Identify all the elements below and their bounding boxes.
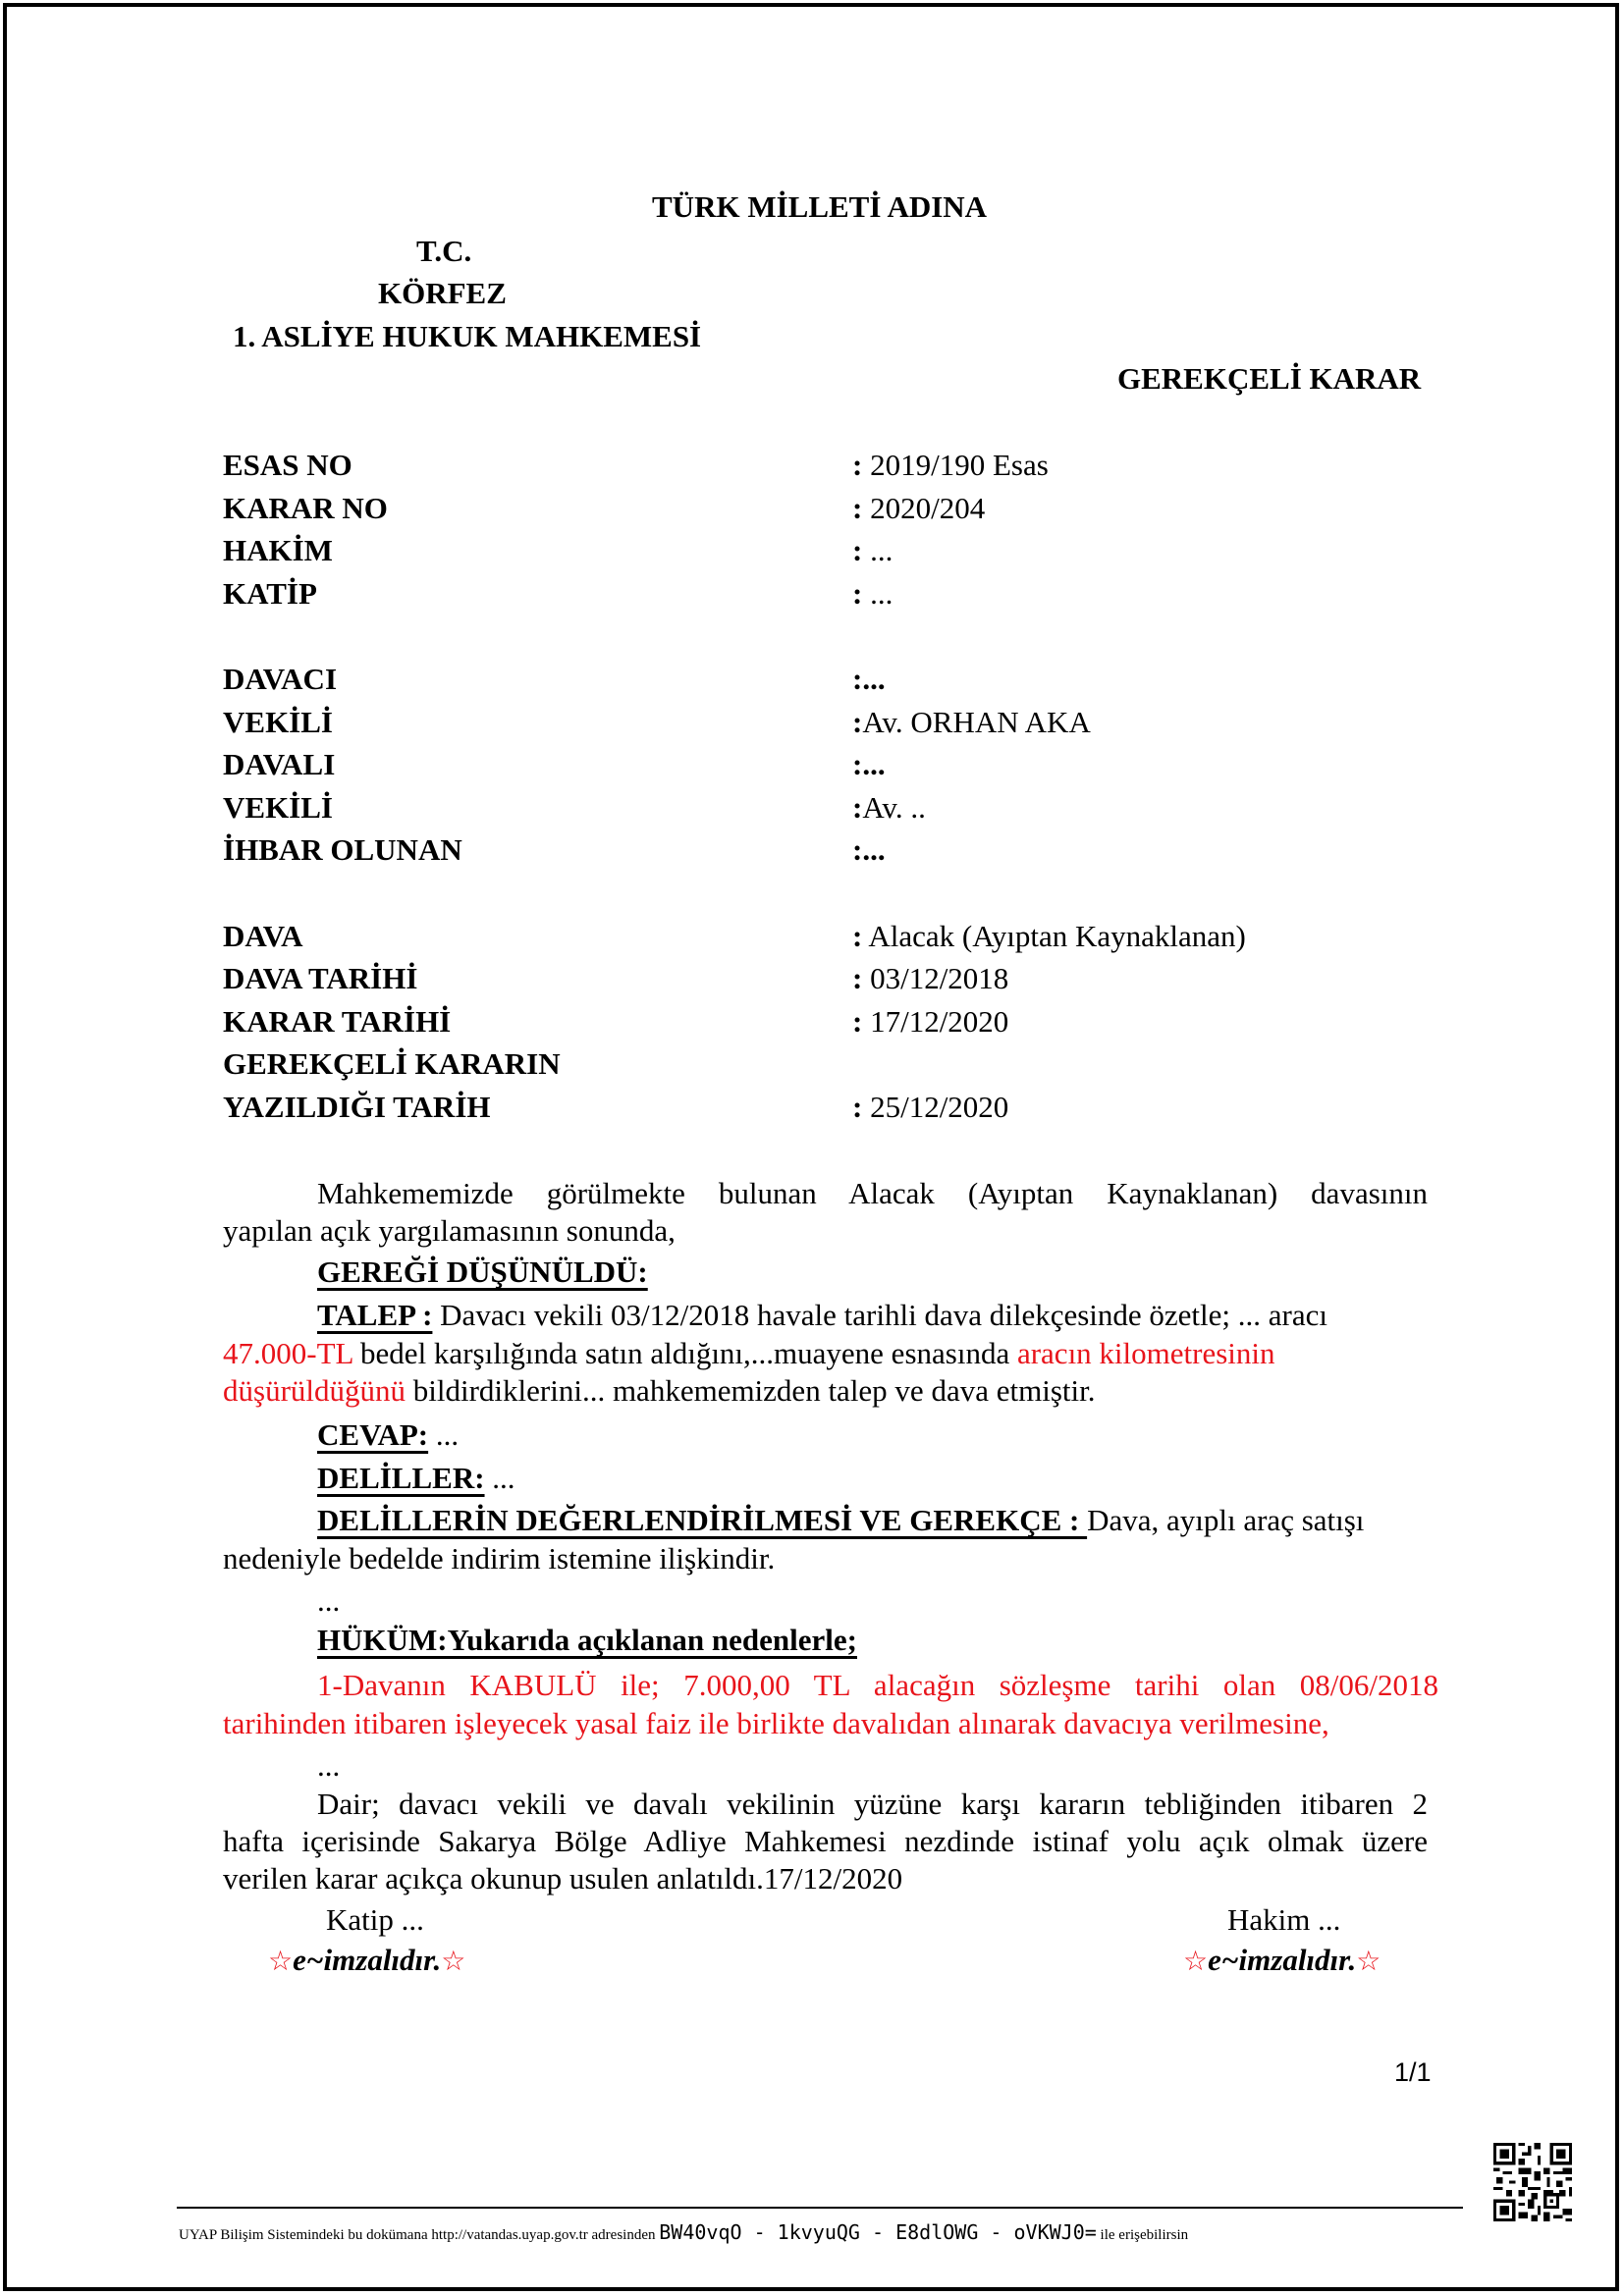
vekil-2-value: :Av. .. (852, 790, 926, 825)
karar-no-label: KARAR NO (223, 491, 388, 525)
tc-heading: T.C. (416, 234, 472, 268)
nation-heading: TÜRK MİLLETİ ADINA (652, 189, 988, 224)
e-signature-mark-icon: ☆ (441, 1945, 466, 1977)
hakim-signature-label: Hakim ... (1227, 1902, 1341, 1937)
esas-no-value: : 2019/190 Esas (852, 448, 1049, 482)
hukum-line-1: 1-Davanın KABULÜ ile; 7.000,00 TL alacağın sözleşme tarihi olan 08/06/2018 (317, 1668, 1438, 1702)
qr-code-icon (1493, 2143, 1572, 2221)
footer-divider (177, 2207, 1463, 2209)
footer-uyap-notice: UYAP Bilişim Sistemindeki bu dokümana http://vatandas.uyap.gov.tr adresinden BW40vqO - 1kvyuQG - E8dlOWG - oVKWJ0= ile erişebilirsin (179, 2220, 1189, 2244)
cevap-label: CEVAP: (317, 1417, 429, 1452)
vekil-2-label: VEKİLİ (223, 790, 333, 825)
footer-verification-code: BW40vqO - 1kvyuQG - E8dlOWG - oVKWJ0= (659, 2220, 1097, 2244)
katip-signature-label: Katip ... (326, 1902, 424, 1937)
hukum-heading: HÜKÜM:Yukarıda açıklanan nedenlerle; (317, 1623, 857, 1657)
talep-line-2: 47.000-TL bedel karşılığında satın aldığını,...muayene esnasında aracın kilometresinin (223, 1336, 1275, 1370)
esas-no-label: ESAS NO (223, 448, 352, 482)
intro-line-1: Mahkememizde görülmekte bulunan Alacak (Ayıptan Kaynaklanan) davasının (317, 1176, 1428, 1210)
karar-no-value: : 2020/204 (852, 491, 986, 525)
cevap-line: CEVAP: ... (317, 1417, 460, 1452)
talep-label: TALEP : (317, 1298, 433, 1332)
hakim-label: HAKİM (223, 533, 333, 567)
dava-value: : Alacak (Ayıptan Kaynaklanan) (852, 919, 1246, 953)
court-heading: 1. ASLİYE HUKUK MAHKEMESİ (233, 319, 702, 353)
davaci-value: :... (852, 662, 886, 696)
davali-value: :... (852, 747, 886, 781)
hukum-line-2: tarihinden itibaren işleyecek yasal faiz ile birlikte davalıdan alınarak davacıya verilmesine, (223, 1706, 1329, 1740)
davaci-label: DAVACI (223, 662, 338, 696)
talep-line-1: TALEP : Davacı vekili 03/12/2018 havale tarihli dava dilekçesinde özetle; ... aracı (317, 1298, 1327, 1332)
dair-line-3: verilen karar açıkça okunup usulen anlatıldı.17/12/2020 (223, 1861, 903, 1896)
gerekceli-label-line-1: GEREKÇELİ KARARIN (223, 1046, 561, 1081)
hakim-e-signature: ☆e~imzalıdır.☆ (1183, 1943, 1381, 1977)
davali-label: DAVALI (223, 747, 336, 781)
vekil-1-value: :Av. ORHAN AKA (852, 705, 1091, 739)
dair-line-1: Dair; davacı vekili ve davalı vekilinin yüzüne karşı kararın tebliğinden itibaren 2 (317, 1787, 1428, 1821)
dava-tarihi-value: : 03/12/2018 (852, 961, 1009, 995)
ihbar-olunan-value: :... (852, 832, 886, 867)
document-type-heading: GEREKÇELİ KARAR (1117, 361, 1422, 396)
dair-line-2: hafta içerisinde Sakarya Bölge Adliye Mahkemesi nezdinde istinaf yolu açık olmak üzere (223, 1824, 1428, 1858)
dava-label: DAVA (223, 919, 303, 953)
katip-e-signature: ☆e~imzalıdır.☆ (268, 1943, 466, 1977)
karar-tarihi-label: KARAR TARİHİ (223, 1004, 452, 1039)
page-number: 1/1 (1394, 2057, 1432, 2087)
deliller-label: DELİLLER: (317, 1461, 485, 1495)
ellipsis-2: ... (317, 1748, 341, 1783)
e-signature-mark-icon: ☆ (1183, 1945, 1209, 1977)
ellipsis-1: ... (317, 1583, 341, 1618)
gereği-heading: GEREĞİ DÜŞÜNÜLDÜ: (317, 1255, 648, 1289)
ihbar-olunan-label: İHBAR OLUNAN (223, 832, 462, 867)
deliller-line: DELİLLER: ... (317, 1461, 515, 1495)
gerekceli-value: : 25/12/2020 (852, 1090, 1009, 1124)
e-signature-mark-icon: ☆ (1356, 1945, 1381, 1977)
katip-label: KATİP (223, 576, 317, 611)
intro-line-2: yapılan açık yargılamasının sonunda, (223, 1213, 676, 1248)
city-heading: KÖRFEZ (378, 276, 507, 310)
dava-tarihi-label: DAVA TARİHİ (223, 961, 418, 995)
talep-line-3: düşürüldüğünü bildirdiklerini... mahkememizden talep ve dava etmiştir. (223, 1373, 1096, 1408)
degerlendirme-label: DELİLLERİN DEĞERLENDİRİLMESİ VE GEREKÇE : (317, 1503, 1088, 1537)
katip-value: : ... (852, 576, 893, 611)
vekil-1-label: VEKİLİ (223, 705, 333, 739)
e-signature-mark-icon: ☆ (268, 1945, 294, 1977)
hakim-value: : ... (852, 533, 893, 567)
degerlendirme-line-2: nedeniyle bedelde indirim istemine ilişkindir. (223, 1541, 776, 1575)
degerlendirme-line-1: DELİLLERİN DEĞERLENDİRİLMESİ VE GEREKÇE : Dava, ayıplı araç satışı (317, 1503, 1365, 1537)
karar-tarihi-value: : 17/12/2020 (852, 1004, 1009, 1039)
gerekceli-label-line-2: YAZILDIĞI TARİH (223, 1090, 491, 1124)
